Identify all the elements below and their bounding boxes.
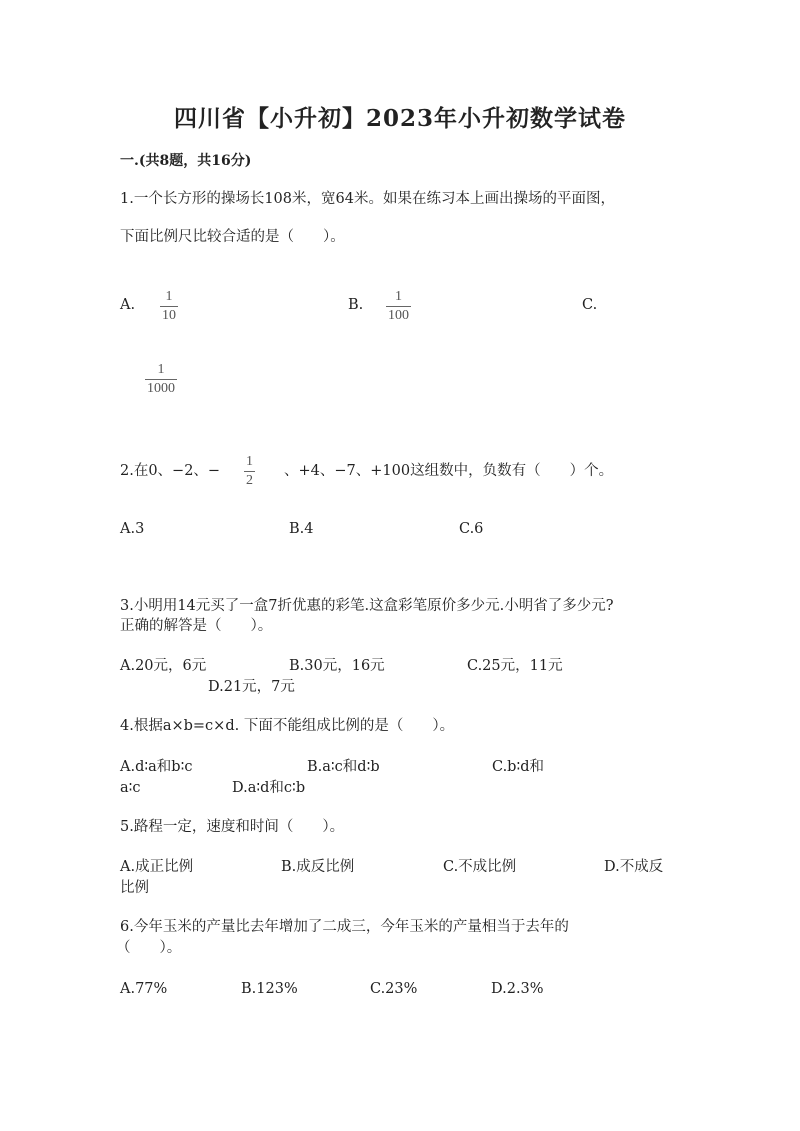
q5-option-d-continued: 比例: [120, 880, 149, 896]
q4-option-c-continued: a∶c: [120, 780, 141, 796]
q2-text-before: 2.在0、−2、−: [120, 463, 221, 479]
q6-option-b: B.123%: [241, 981, 298, 997]
q2-option-b: B.4: [289, 521, 314, 537]
fraction-denominator: 100: [388, 308, 409, 323]
q4-text-line1: 4.根据a×b=c×d. 下面不能组成比例的是（ ）。: [120, 718, 455, 734]
fraction-numerator: 1: [246, 454, 253, 469]
fraction-numerator: 1: [157, 362, 165, 377]
q4-option-c: C.b∶d和: [492, 759, 545, 775]
q1-option-c-label: C.: [582, 297, 598, 313]
q5-text-line1: 5.路程一定，速度和时间（ ）。: [120, 819, 345, 835]
q3-option-a: A.20元，6元: [120, 658, 207, 674]
q2-text-after: 、+4、−7、+100这组数中，负数有（ ）个。: [284, 463, 614, 479]
q3-text-line1: 3.小明用14元买了一盒7折优惠的彩笔.这盒彩笔原价多少元.小明省了多少元?: [120, 598, 614, 614]
q5-option-d: D.不成反: [604, 859, 664, 875]
fraction-numerator: 1: [165, 289, 173, 304]
q1-text-line1: 1.一个长方形的操场长108米，宽64米。如果在练习本上画出操场的平面图，: [120, 191, 615, 207]
section-heading: 一.(共8题，共16分): [120, 153, 252, 169]
q6-option-c: C.23%: [370, 981, 418, 997]
q1-option-c-fraction: [145, 362, 177, 397]
q5-option-b: B.成反比例: [281, 859, 355, 875]
q3-option-c: C.25元，11元: [467, 658, 563, 674]
fraction-numerator: 1: [395, 289, 402, 304]
q1-option-a-fraction: [160, 289, 178, 324]
q1-option-b-fraction: [386, 289, 411, 324]
q3-text-line2: 正确的解答是（ ）。: [120, 618, 273, 634]
fraction-bar: [145, 379, 177, 380]
q1-option-b-label: B.: [348, 297, 364, 313]
q5-option-c: C.不成比例: [443, 859, 517, 875]
q3-option-b: B.30元，16元: [289, 658, 385, 674]
q6-text-line1: 6.今年玉米的产量比去年增加了二成三，今年玉米的产量相当于去年的: [120, 919, 569, 935]
q1-text-line2: 下面比例尺比较合适的是（ ）。: [120, 229, 345, 245]
fraction-denominator: 1000: [147, 381, 175, 396]
fraction-bar: [160, 306, 178, 307]
q2-option-a: A.3: [120, 521, 145, 537]
page-title: 四川省【小升初】2023年小升初数学试卷: [173, 105, 626, 132]
q6-option-d: D.2.3%: [491, 981, 544, 997]
q4-option-d: D.a∶d和c∶b: [232, 780, 306, 796]
fraction-denominator: 2: [246, 473, 253, 488]
q4-option-b: B.a∶c和d∶b: [307, 759, 380, 775]
fraction-bar: [386, 306, 411, 307]
q3-option-d: D.21元，7元: [208, 679, 295, 695]
q6-text-line2: （ ）。: [116, 940, 182, 956]
q5-option-a: A.成正比例: [120, 859, 194, 875]
q2-fraction: [244, 454, 255, 489]
q2-option-c: C.6: [459, 521, 484, 537]
fraction-denominator: 10: [162, 308, 176, 323]
q1-option-a-label: A.: [120, 297, 136, 313]
q6-option-a: A.77%: [120, 981, 168, 997]
q4-option-a: A.d∶a和b∶c: [120, 759, 193, 775]
fraction-bar: [244, 471, 255, 472]
